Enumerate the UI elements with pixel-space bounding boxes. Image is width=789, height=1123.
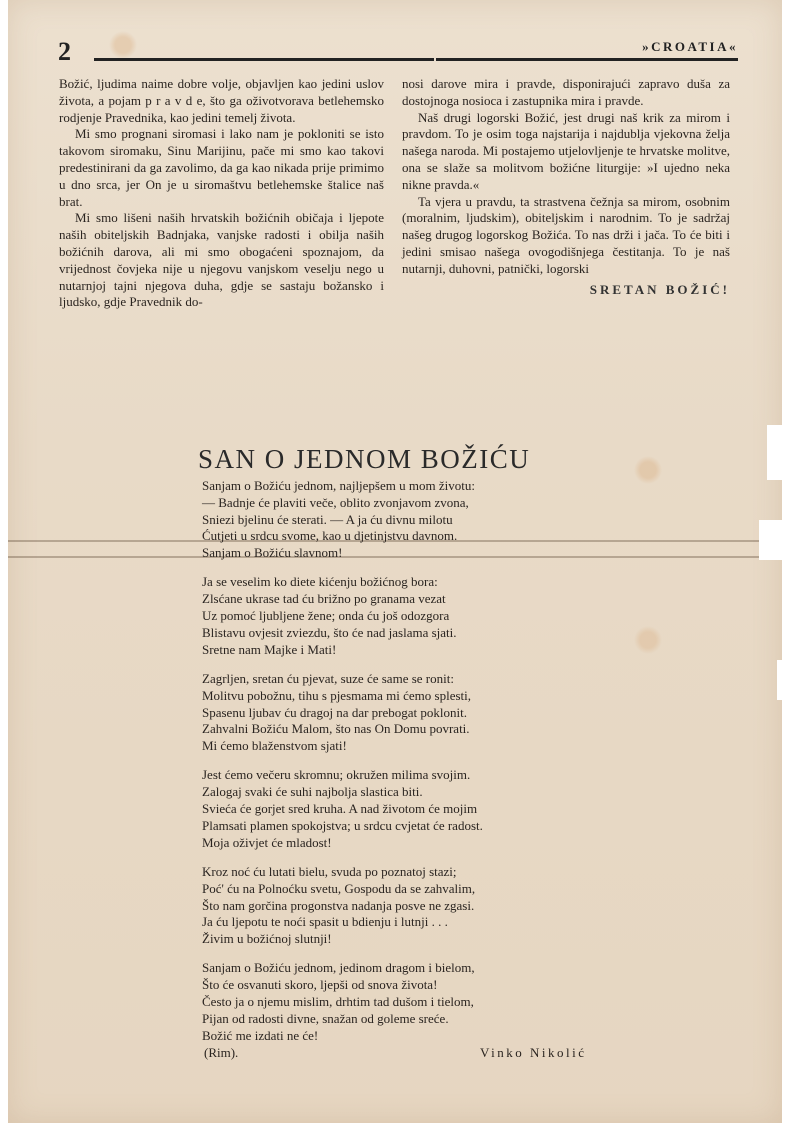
poem-stanza <box>202 478 622 562</box>
poem-line: Jest ćemo večeru skromnu; okružen milima svojim. <box>202 767 471 783</box>
poem-line: Često ja o njemu mislim, drhtim tad dušom i tielom, <box>202 994 474 1010</box>
poem-line: Živim u božićnoj slutnji! <box>202 931 332 947</box>
poem-place: (Rim). <box>204 1045 239 1060</box>
poem-line: Što će osvanuti skoro, ljepši od snova života! <box>202 977 438 993</box>
poem-stanza <box>202 671 622 755</box>
poem-stanza <box>202 574 622 658</box>
torn-edge <box>767 425 789 480</box>
poem-line: Moja oživjet će mladost! <box>202 834 332 850</box>
poem-stanza <box>202 864 622 948</box>
poem-line: Zalogaj svaki će suhi najbolja slastica biti. <box>202 784 423 800</box>
poem-line: Blistavu ovjesit zviezdu, što će nad jaslama sjati. <box>202 624 457 640</box>
poem-line: Sniezi bjelinu će sterati. — A ja ću divnu milotu <box>202 511 453 527</box>
poem-line: Što nam gorčina progonstva nadanja posve ne zgasi. <box>202 897 475 913</box>
poem-line: Kroz noć ću lutati bielu, svuda po poznatoj stazi; <box>202 863 457 879</box>
poem-line: Zagrljen, sretan ću pjevat, suze će same se ronit: <box>202 670 454 686</box>
header-rule <box>94 58 434 61</box>
poem-line: Poć' ću na Polnoćku svetu, Gospodu da se zahvalim, <box>202 880 476 896</box>
poem-line: — Badnje će plaviti veče, oblito zvonjavom zvona, <box>202 494 469 510</box>
poem-line: Sanjam o Božiću jednom, jedinom dragom i bielom, <box>202 960 475 976</box>
poem-line: Sretne nam Majke i Mati! <box>202 641 337 657</box>
poem-line: Zlsćane ukrase tad ću brižno po granama vezat <box>202 591 446 607</box>
poem-line: Spasenu ljubav ću dragoj na dar prebogat poklonit. <box>202 704 467 720</box>
poem-stanza <box>202 960 622 1044</box>
poem-title: SAN O JEDNOM BOŽIĆU <box>198 444 531 475</box>
paragraph: Božić, ljudima naime dobre volje, objavljen kao jedini uslov života, a pojam p r a v d e, što ga oživotvorava betlehemsko rodjenje Pravednika, kao jedini temelj života. <box>59 76 384 125</box>
paragraph: nosi darove mira i pravde, disponirajući zapravo duša za dostojnoga nosioca i zastupnika mira i pravde. <box>402 76 730 108</box>
torn-edge <box>759 520 789 560</box>
paragraph: Naš drugi logorski Božić, jest drugi naš krik za mirom i pravdom. To je osim toga najstarija i najdublja vjekovna želja našega naroda. Mi postajemo utjelovljenje te hrvatske molitve, ona se slaže sa molitvom božićne liturgije: »I ujedno neka nikne pravda.« <box>402 109 730 192</box>
poem-line: Božić me izdati ne će! <box>202 1027 319 1043</box>
poem-line: Sanjam o Božiću jednom, najljepšem u mom životu: <box>202 478 475 493</box>
poem-line: Molitvu pobožnu, tihu s pjesmama mi ćemo splesti, <box>202 687 472 703</box>
page-header <box>58 37 738 67</box>
poem-line: Plamsati plamen spokojstva; u srdcu cvjetat će radost. <box>202 817 483 833</box>
poem-stanza <box>202 767 622 851</box>
torn-edge <box>777 660 789 700</box>
poem-author: Vinko Nikolić <box>480 1045 587 1060</box>
poem-line: Ćutjeti u srdcu svome, kao u djetinjstvu davnom. <box>202 528 458 544</box>
header-rule <box>436 58 738 61</box>
journal-title: »CROATIA« <box>642 39 738 54</box>
article-signoff: SRETAN BOŽIĆ! <box>589 281 730 297</box>
page-number: 2 <box>58 37 71 66</box>
poem-line: Uz pomoć ljubljene žene; onda ću još odozgora <box>202 608 450 624</box>
paragraph: Mi smo prognani siromasi i lako nam je pokloniti se isto takovom siromaku, Sinu Marijinu, pače mi smo kao takovi predestinirani da ga zavolimo, da ga kao nikada prije primimo u dno srca, jer On je u siromaštvu betlehemske štalice naš brat. <box>59 126 384 209</box>
article-left-column <box>59 76 384 311</box>
poem-body <box>202 478 622 1057</box>
poem-line: Pijan od radosti divne, snažan od goleme sreće. <box>202 1010 449 1026</box>
article-right-column <box>402 76 730 298</box>
poem-line: Ja ću ljepotu te noći spasit u bdienju i lutnji . . . <box>202 914 448 930</box>
paragraph: Ta vjera u pravdu, ta strastvena čežnja sa mirom, osobnim (moralnim, ljudskim), obiteljskim i narodnim. To je sadržaj našeg drugog logorskog Božića. To nas drži i jača. To će biti i jedini smisao našega ovogodišnjega čestitanja. To je naš nutarnji, duhovni, patnički, logorski <box>402 193 730 276</box>
poem-line: Zahvalni Božiću Malom, što nas On Domu povrati. <box>202 721 470 737</box>
poem-line: Sanjam o Božiću slavnom! <box>202 545 343 561</box>
poem-line: Svieća će gorjet sred kruha. A nad životom će mojim <box>202 801 478 817</box>
paragraph: Mi smo lišeni naših hrvatskih božićnih običaja i ljepote naših obiteljskih Badnjaka, vanjske radosti i obilja naših božićnih darova, ali mi smo obogaćeni spoznajom, da vrijednost čovjeka nije u njegovu vanjskom veselju nego u nutarnjoj tajni njegova duha, gdje se sastaju božansko i ljudsko, gdje Pravednik do- <box>59 210 384 310</box>
poem-line: Mi ćemo blaženstvom sjati! <box>202 738 347 754</box>
poem-line: Ja se veselim ko diete kićenju božićnog bora: <box>202 574 438 590</box>
